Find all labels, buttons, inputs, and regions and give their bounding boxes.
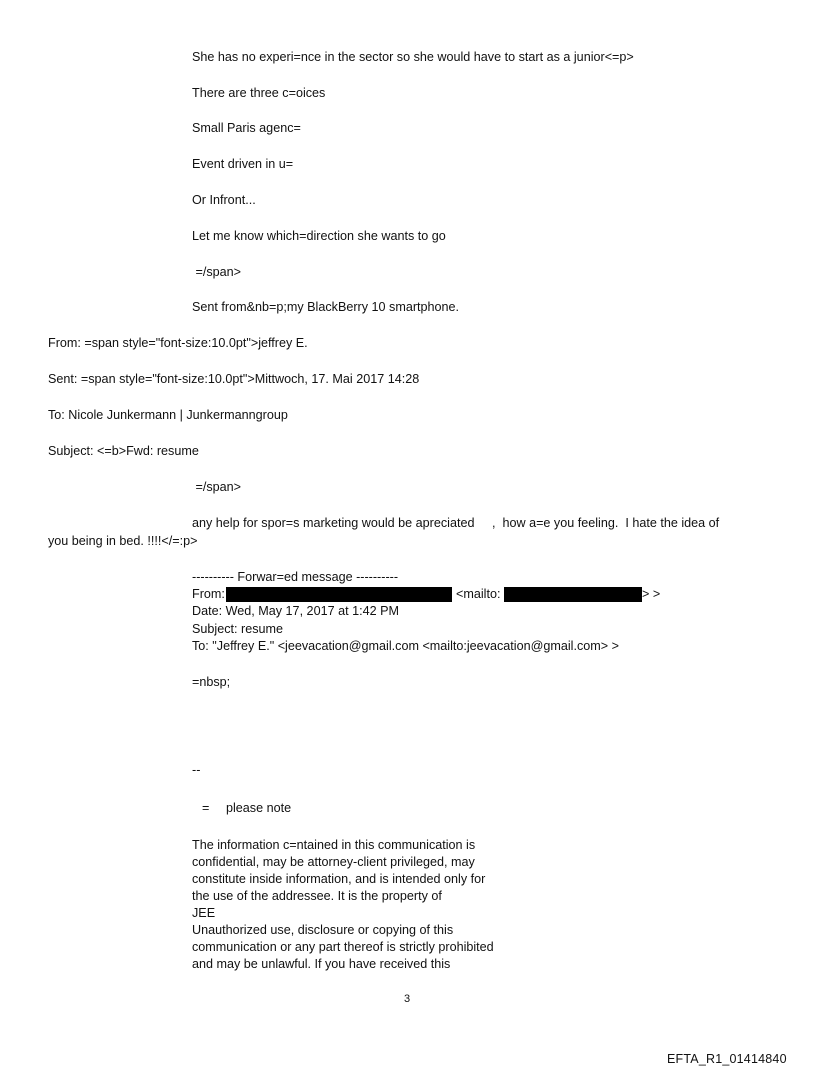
header-to: To: Nicole Junkermann | Junkermanngroup <box>48 408 288 422</box>
span-close-line: =/span> <box>192 480 242 494</box>
forward-to: To: "Jeffrey E." <jeevacation@gmail.com <mailto:jeevacation@gmail.com> > <box>192 639 619 653</box>
body-text-line: Event driven in u= <box>192 157 294 171</box>
body-text-line: There are three c=oices <box>192 86 326 100</box>
forward-from-label: From: <box>192 587 225 601</box>
signature-line: Sent from&nb=p;my BlackBerry 10 smartphone. <box>192 300 460 314</box>
header-subject: Subject: <=b>Fwd: resume <box>48 444 199 458</box>
redaction-bar <box>504 587 642 602</box>
disclaimer-line: confidential, may be attorney-client privileged, may <box>192 855 475 869</box>
body-text-line: Or Infront... <box>192 193 256 207</box>
page-number: 3 <box>404 993 411 1005</box>
disclaimer-line: and may be unlawful. If you have received this <box>192 957 451 971</box>
signature-dashes: -- <box>192 763 201 777</box>
body-text-line: any help for spor=s marketing would be apreciated , how a=e you feeling. I hate the idea of <box>192 516 720 530</box>
forward-separator: ---------- Forwar=ed message ---------- <box>192 570 399 584</box>
forward-date: Date: Wed, May 17, 2017 at 1:42 PM <box>192 604 399 618</box>
please-note-heading: please note <box>226 801 292 815</box>
disclaimer-line: The information c=ntained in this communication is <box>192 838 476 852</box>
body-text-line: Let me know which=direction she wants to go <box>192 229 446 243</box>
disclaimer-line: constitute inside information, and is intended only for <box>192 872 486 886</box>
forward-mailto-close: > > <box>642 587 661 601</box>
body-text-line: She has no experi=nce in the sector so she would have to start as a junior<=p> <box>192 50 634 64</box>
document-id: EFTA_R1_01414840 <box>667 1052 787 1066</box>
forward-mailto-label: <mailto: <box>456 587 501 601</box>
equals-sign: = <box>202 801 210 815</box>
header-sent: Sent: =span style="font-size:10.0pt">Mittwoch, 17. Mai 2017 14:28 <box>48 372 420 386</box>
disclaimer-line: Unauthorized use, disclosure or copying of this <box>192 923 454 937</box>
header-from: From: =span style="font-size:10.0pt">jeffrey E. <box>48 336 308 350</box>
disclaimer-line: communication or any part thereof is strictly prohibited <box>192 940 494 954</box>
forward-subject: Subject: resume <box>192 622 283 636</box>
redaction-bar <box>226 587 452 602</box>
body-text-line: Small Paris agenc= <box>192 121 301 135</box>
body-text-line: =/span> <box>192 265 242 279</box>
body-text-line: you being in bed. !!!!</=:p> <box>48 534 198 548</box>
disclaimer-line: the use of the addressee. It is the property of <box>192 889 442 903</box>
disclaimer-line: JEE <box>192 906 216 920</box>
nbsp-line: =nbsp; <box>192 675 231 689</box>
